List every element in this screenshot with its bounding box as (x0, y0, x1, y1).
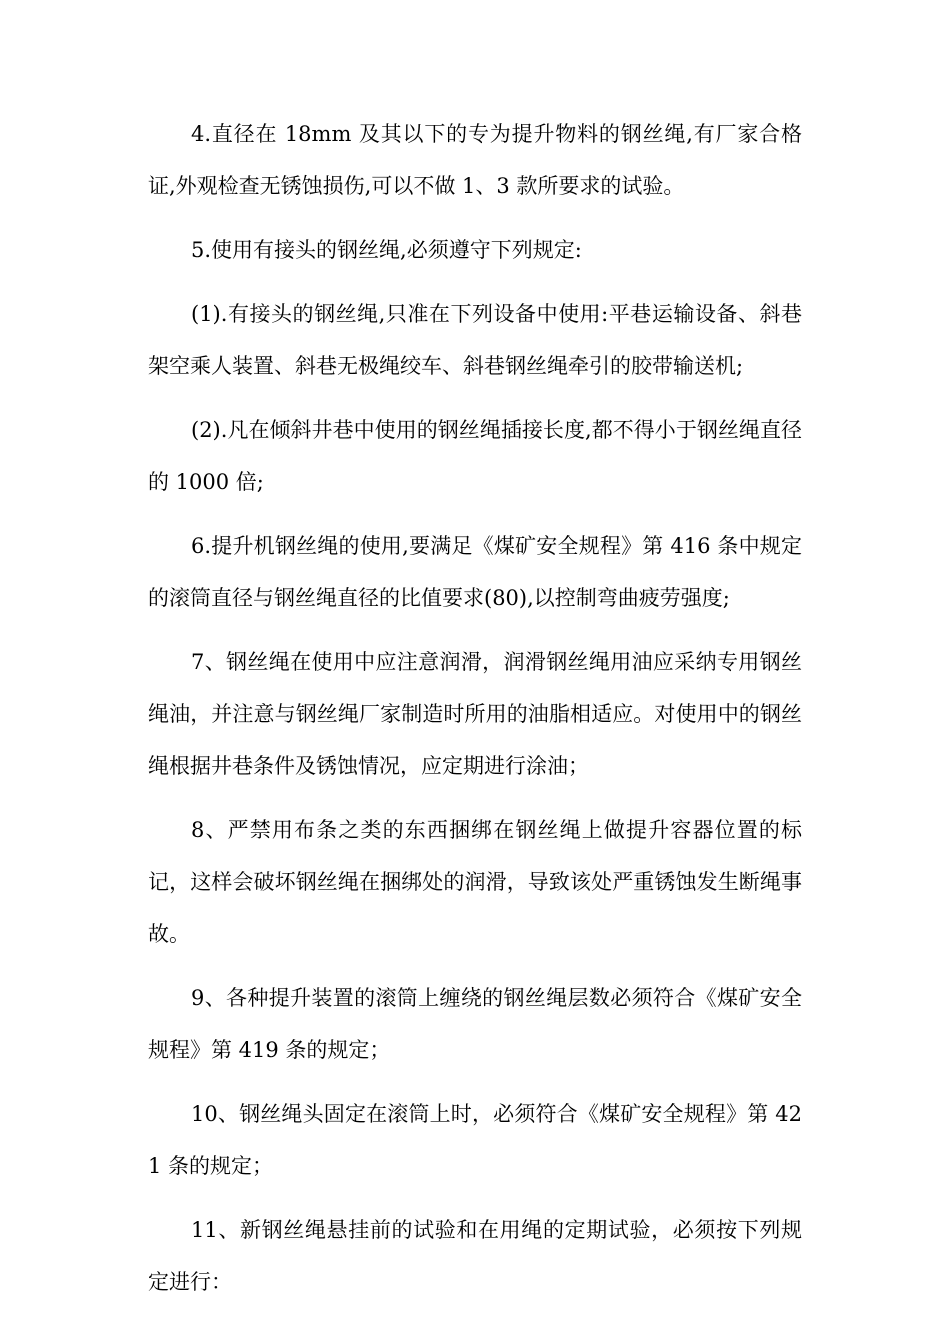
paragraph-item-7: 7、钢丝绳在使用中应注意润滑，润滑钢丝绳用油应采纳专用钢丝绳油，并注意与钢丝绳厂家制造时所用的油脂相适应。对使用中的钢丝绳根据井巷条件及锈蚀情况，应定期进行涂油； (148, 650, 802, 778)
paragraph-item-11: 11、新钢丝绳悬挂前的试验和在用绳的定期试验，必须按下列规定进行： (148, 1218, 802, 1294)
paragraph-item-4: 4.直径在 18mm 及其以下的专为提升物料的钢丝绳,有厂家合格证,外观检查无锈蚀损伤,可以不做 1、3 款所要求的试验。 (148, 122, 802, 198)
paragraph-item-9: 9、各种提升装置的滚筒上缠绕的钢丝绳层数必须符合《煤矿安全规程》第 419 条的规定； (148, 986, 802, 1062)
paragraph-subitem-2: (2).凡在倾斜井巷中使用的钢丝绳插接长度,都不得小于钢丝绳直径的 1000 倍; (148, 418, 802, 494)
paragraph-subitem-1: (1).有接头的钢丝绳,只准在下列设备中使用:平巷运输设备、斜巷架空乘人装置、斜巷无极绳绞车、斜巷钢丝绳牵引的胶带输送机; (148, 302, 802, 378)
paragraph-item-6: 6.提升机钢丝绳的使用,要满足《煤矿安全规程》第 416 条中规定的滚筒直径与钢丝绳直径的比值要求(80),以控制弯曲疲劳强度; (148, 534, 802, 610)
paragraph-item-5: 5.使用有接头的钢丝绳,必须遵守下列规定: (191, 238, 582, 262)
paragraph-item-8: 8、严禁用布条之类的东西捆绑在钢丝绳上做提升容器位置的标记，这样会破坏钢丝绳在捆绑处的润滑，导致该处严重锈蚀发生断绳事故。 (148, 818, 802, 946)
document-body (148, 108, 802, 1320)
paragraph-item-10: 10、钢丝绳头固定在滚筒上时，必须符合《煤矿安全规程》第 421 条的规定； (148, 1102, 802, 1178)
